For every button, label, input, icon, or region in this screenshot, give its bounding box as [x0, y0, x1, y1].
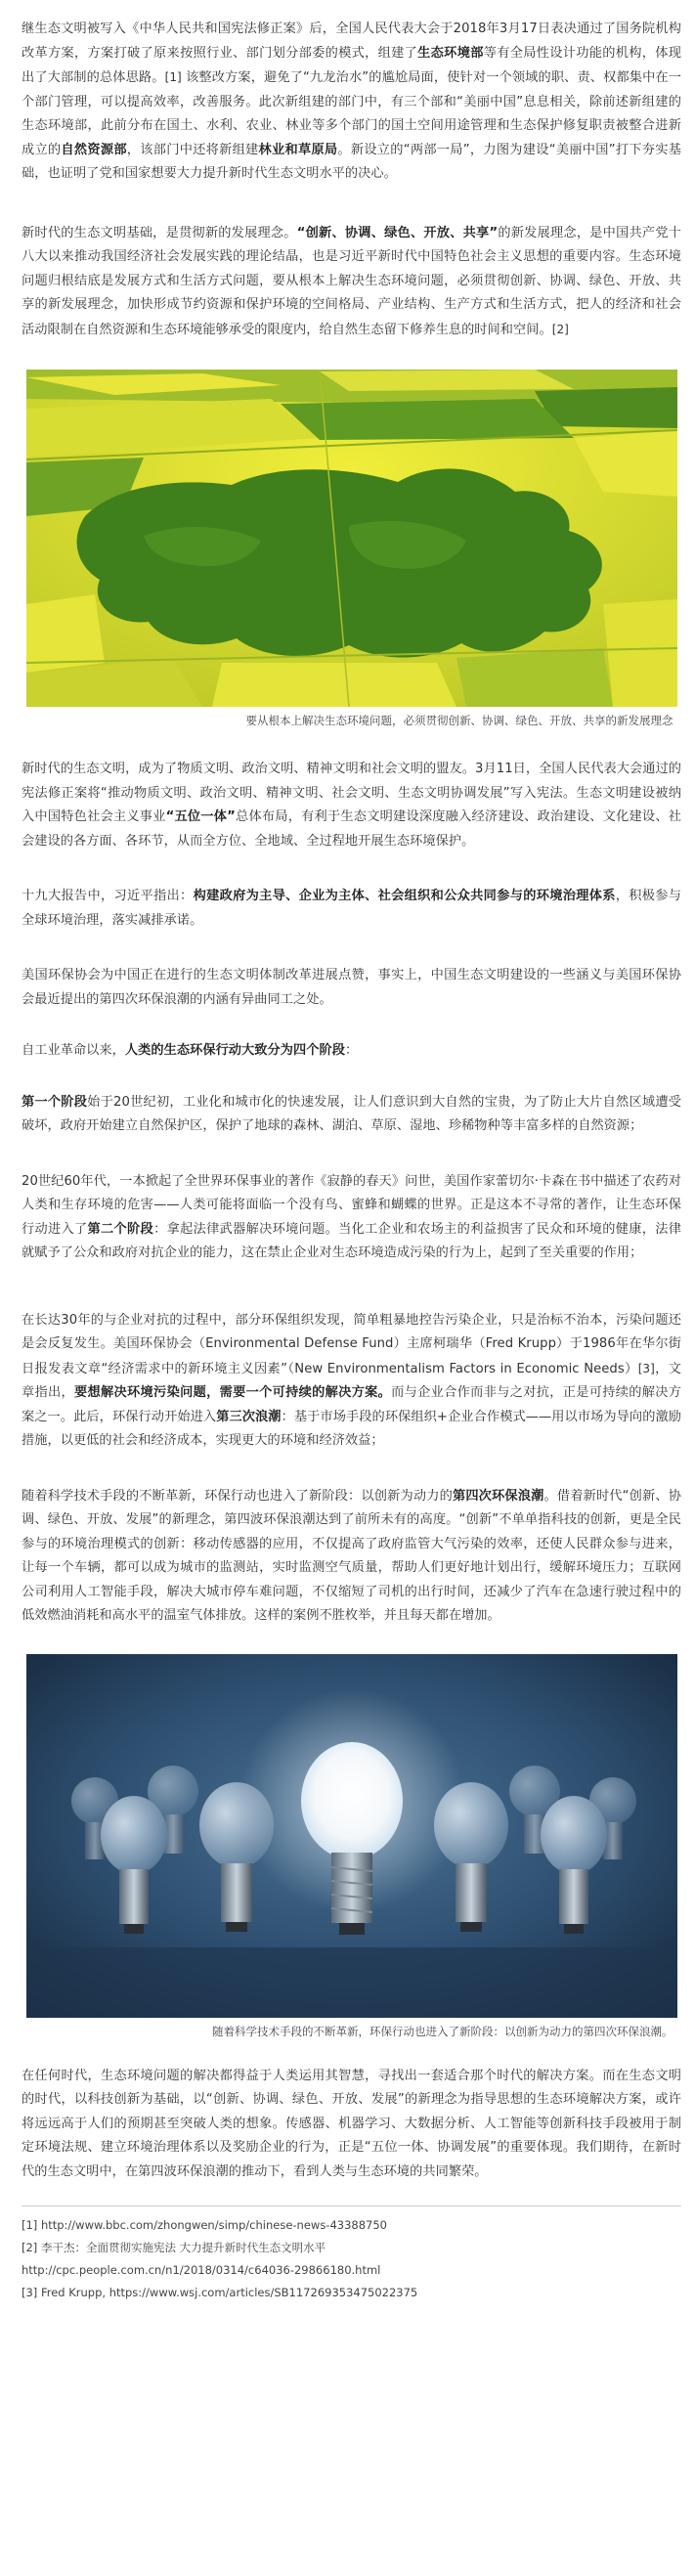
footnote-ref-3[interactable]: [3]	[637, 1361, 655, 1375]
footnote-ref-1[interactable]: [1]	[164, 70, 182, 84]
lightbulbs-image	[26, 1654, 677, 2018]
rapeseed-field-photo	[26, 370, 677, 707]
bold-ministry-ecology: 生态环境部	[417, 45, 484, 61]
footnote-2-link[interactable]: http://cpc.people.com.cn/n1/2018/0314/c64036-29866180.html	[22, 2263, 381, 2277]
paragraph-nineteenth-congress: 十九大报告中，习近平指出：构建政府为主导、企业为主体、社会组织和公众共同参与的环境治理体系，积极参与全球环境治理，落实减排承诺。	[22, 889, 682, 928]
footnotes	[22, 2214, 681, 2304]
paragraph-institutional-reform: 继生态文明被写入《中华人民共和国宪法修正案》后，全国人民代表大会于2018年3月17日表决通过了国务院机构改革方案，方案打破了原来按照行业、部门划分部委的模式，组建了生态环境部等有全局性设计功能的机构，体现出了大部制的总体思路。[1] 该整改方案，避免了“九龙治水”的尴尬局面，使针对一个领域的职、责、权都集中在一个部门管理，可以提高效率，改善服务。此次新组建的部门中，有三个部和“美丽中国”息息相关，除前述新组建的生态环境部，此前分布在国土、水利、农业、林业等多个部门的国土空间用途管理和生态保护修复职责被整合进新成立的自然资源部，该部门中还将新组建林业和草原局。新设立的“两部一局”，力图为建设“美丽中国”打下夯实基础，也证明了党和国家想要大力提升新时代生态文明水平的决心。	[22, 22, 682, 181]
figure-caption: 随着科学技术手段的不断革新，环保行动也进入了新阶段：以创新为动力的第四次环保浪潮。	[212, 2024, 673, 2038]
bold-governance-system: 构建政府为主导、企业为主体、社会组织和公众共同参与的环境治理体系	[193, 889, 616, 903]
lightbulbs-photo	[26, 1654, 677, 2018]
bold-five-in-one: “五位一体”	[165, 809, 236, 824]
footnote-divider	[22, 2205, 681, 2206]
bold-forestry-grassland-bureau: 林业和草原局	[258, 142, 338, 157]
paragraph-stage-three: 在长达30年的与企业对抗的过程中，部分环保组织发现，简单粗暴地控告污染企业，只是治标不治本，污染问题还是会反复发生。美国环保协会（Environmental Defense Fund）主席柯瑞华（Fred Krupp）于1986年在华尔街日报发表文章“经济需求中的新环境主义因素”（New Environmentalism Factors in Economic Needs）[3]，文章指出，要想解决环境污染问题，需要一个可持续的解决方案。而与企业合作而非与之对抗，正是可持续的解决方案之一。此后，环保行动开始进入第三次浪潮：基于市场手段的环保组织+企业合作模式——用以市场为导向的激励措施，以更低的社会和经济成本，实现更大的环境和经济效益；	[22, 1312, 682, 1448]
rapeseed-field-image	[26, 370, 677, 707]
bold-third-wave: 第三次浪潮	[216, 1409, 282, 1424]
paragraph-edf-praise: 美国环保协会为中国正在进行的生态文明体制改革进展点赞，事实上，中国生态文明建设的一些涵义与美国环保协会最近提出的第四次环保浪潮的内涵有异曲同工之处。	[22, 968, 681, 1007]
bold-stage-two: 第二个阶段	[87, 1221, 154, 1237]
bold-four-stages: 人类的生态环保行动大致分为四个阶段	[124, 1043, 345, 1058]
bold-stage-one: 第一个阶段	[22, 1094, 88, 1110]
bold-sustainable-solution: 要想解决环境污染问题，需要一个可持续的解决方案。	[74, 1385, 392, 1400]
footnote-ref-2[interactable]: [2]	[551, 322, 569, 336]
figure-lightbulbs	[26, 1654, 677, 2041]
footnote-3[interactable]: [3] Fred Krupp, https://www.wsj.com/articles/SB117269353475022375	[22, 2286, 418, 2299]
bold-fourth-wave: 第四次环保浪潮	[452, 1488, 544, 1504]
paragraph-development-concept: 新时代的生态文明基础，是贯彻新的发展理念。“创新、协调、绿色、开放、共享”的新发展理念，是中国共产党十八大以来推动我国经济社会发展实践的理论结晶，也是习近平新时代中国特色社会主义思想的重要内容。生态环境问题归根结底是发展方式和生活方式问题，要从根本上解决生态环境问题，必须贯彻创新、协调、绿色、开放、共享的新发展理念，加快形成节约资源和保护环境的空间格局、产业结构、生产方式和生活方式，把人的经济和社会活动限制在自然资源和生态环境能够承受的限度内，给自然生态留下修养生息的时间和空间。[2]	[22, 225, 681, 337]
footnote-1[interactable]: [1] http://www.bbc.com/zhongwen/simp/chinese-news-43388750	[22, 2218, 387, 2232]
paragraph-conclusion: 在任何时代，生态环境问题的解决都得益于人类运用其智慧，寻找出一套适合那个时代的解决方案。而在生态文明的时代，以科技创新为基础，以“创新、协调、绿色、开放、发展”的新理念为指导思想的生态环境解决方案，或许将远远高于人们的预期甚至突破人类的想象。传感器、机器学习、大数据分析、人工智能等创新科技手段被用于制定环境法规、建立环境治理体系以及奖励企业的行为，正是“五位一体、协调发展”的重要体现。我们期待，在新时代的生态文明中，在第四波环保浪潮的推动下，看到人类与生态环境的共同繁荣。	[22, 2068, 681, 2179]
bold-ministry-natural-resources: 自然资源部	[61, 142, 127, 157]
paragraph-four-stages-intro: 自工业革命以来，人类的生态环保行动大致分为四个阶段：	[22, 1043, 359, 1058]
figure-rapeseed-field	[26, 370, 677, 730]
footnote-2-title: [2] 李干杰：全面贯彻实施宪法 大力提升新时代生态文明水平	[22, 2241, 326, 2254]
paragraph-stage-one: 第一个阶段始于20世纪初，工业化和城市化的快速发展，让人们意识到大自然的宝贵，为了防止大片自然区域遭受破坏，政府开始建立自然保护区，保护了地球的森林、湖泊、草原、湿地、珍稀物种等丰富多样的自然资源；	[22, 1094, 681, 1133]
figure-caption: 要从根本上解决生态环境问题，必须贯彻创新、协调、绿色、开放、共享的新发展理念	[245, 714, 673, 727]
paragraph-stage-two: 20世纪60年代，一本掀起了全世界环保事业的著作《寂静的春天》问世，美国作家蕾切尔·卡森在书中描述了农药对人类和生存环境的危害——人类可能将面临一个没有鸟、蜜蜂和蝴蝶的世界。正是这本不寻常的著作，让生态环保行动进入了第二个阶段：拿起法律武器解决环境问题。当化工企业和农场主的利益损害了民众和环境的健康，法律就赋予了公众和政府对抗企业的能力，这在禁止企业对生态环境造成污染的行为上，起到了至关重要的作用；	[22, 1173, 682, 1260]
paragraph-five-civilizations: 新时代的生态文明，成为了物质文明、政治文明、精神文明和社会文明的盟友。3月11日，全国人民代表大会通过的宪法修正案将“推动物质文明、政治文明、精神文明、社会文明、生态文明协调发展”写入宪法。生态文明建设被纳入中国特色社会主义事业“五位一体”总体布局，有利于生态文明建设深度融入经济建设、政治建设、文化建设、社会建设的各方面、各环节，从而全方位、全地域、全过程地开展生态环境保护。	[22, 762, 681, 849]
paragraph-stage-four: 随着科学技术手段的不断革新，环保行动也进入了新阶段：以创新为动力的第四次环保浪潮。借着新时代“创新、协调、绿色、开放、发展”的新理念，第四波环保浪潮达到了前所未有的高度。“创新”不单单指科技的创新，更是全民参与的环境治理模式的创新：移动传感器的应用，不仅提高了政府监管大气污染的效率，还使人民群众参与进来，让每一个车辆，都可以成为城市的监测站，实时监测空气质量，帮助人们更好地计划出行，缓解环境压力；互联网公司利用人工智能手段，解决大城市停车难问题，不仅缩短了司机的出行时间，还减少了汽车在急速行驶过程中的低效燃油消耗和高水平的温室气体排放。这样的案例不胜枚举，并且每天都在增加。	[22, 1488, 681, 1623]
bold-five-concepts: “创新、协调、绿色、开放、共享”	[296, 225, 499, 240]
